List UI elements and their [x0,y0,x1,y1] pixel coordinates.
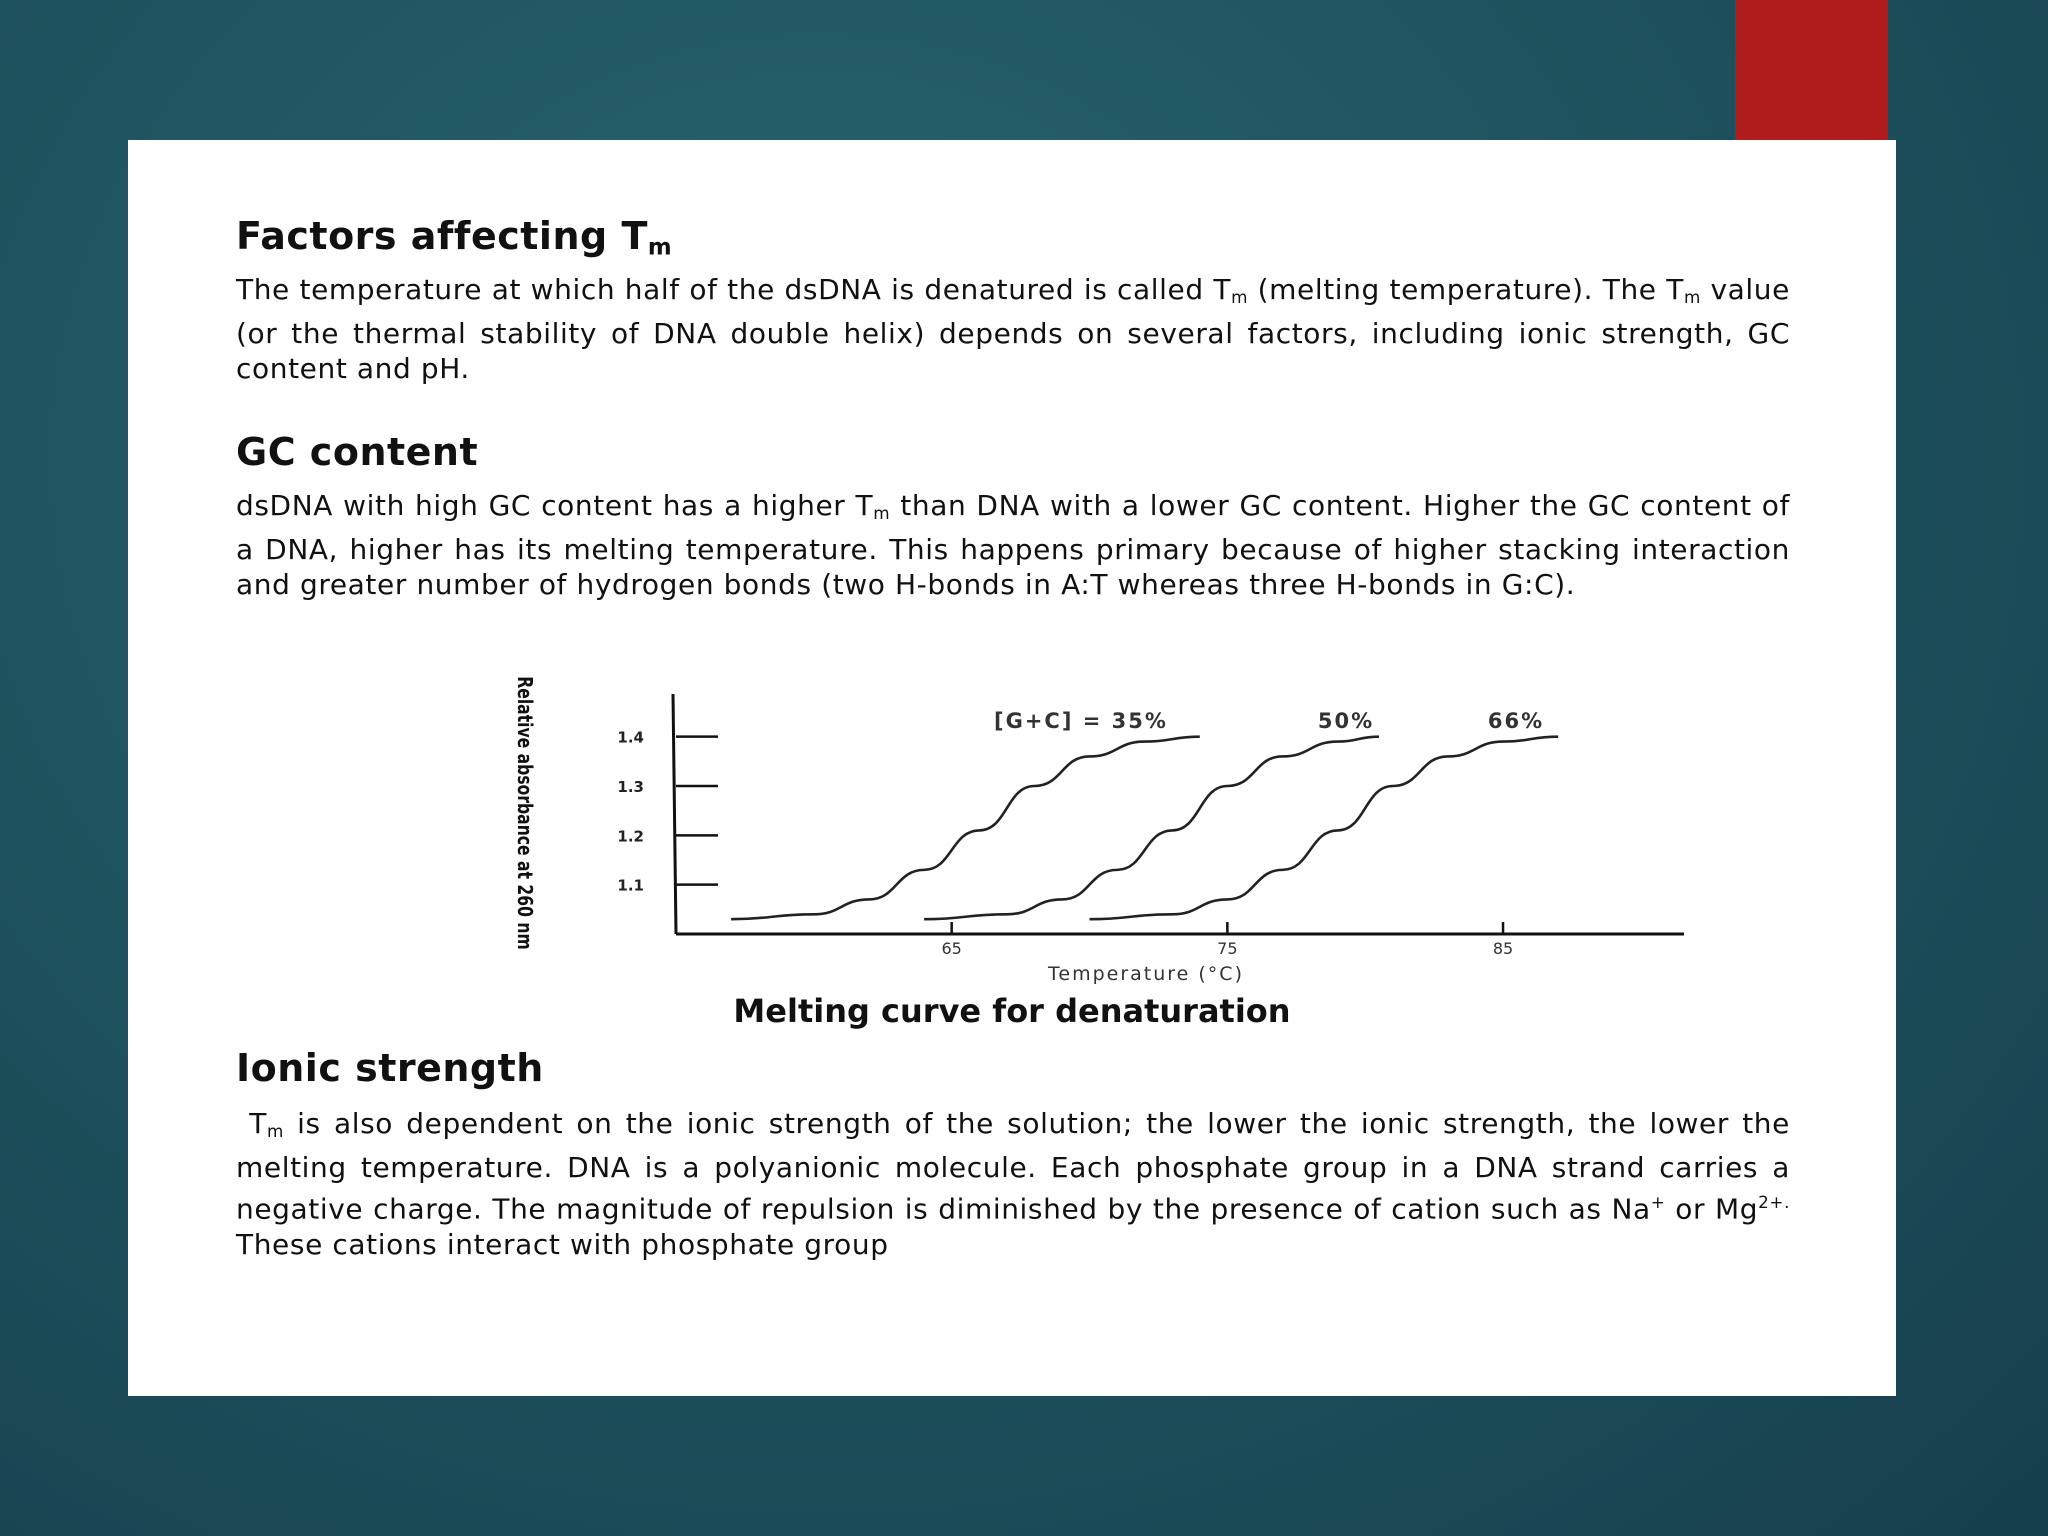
y-axis-line [673,694,676,934]
series-curve-0 [731,737,1200,920]
y-axis-label: Relative absorbance at 260 nm [512,676,536,950]
accent-tab [1735,0,1888,140]
heading-ionic-strength: Ionic strength [236,1046,544,1090]
figure-caption: Melting curve for denaturation [733,992,1291,1030]
x-tick-label: 75 [1217,939,1238,958]
x-tick-label: 85 [1492,939,1514,958]
x-axis-label: Temperature (°C) [1048,963,1244,985]
y-tick-label: 1.1 [617,876,644,895]
melting-curve-chart [346,676,1696,985]
series-curve-2 [1090,737,1559,920]
heading-gc-content: GC content [236,430,479,474]
x-tick-label: 65 [941,939,962,958]
series-label: 66% [1487,709,1545,733]
y-tick-label: 1.4 [617,728,644,747]
paragraph-gc-content: dsDNA with high GC content has a higher $T_m$ than DNA with a lower GC content. Higher the GC content of a DNA, higher has its melting temperature. This happens primary because of higher stacking interaction and greater number of hydrogen bonds (two H-bonds in A:T whereas three H-bonds in G:C). [236,489,1790,602]
paragraph-ionic-strength: $T_m$ is also dependent on the ionic strength of the solution; the lower the ionic strength, the lower the melting temperature. DNA is a polyanionic molecule. Each phosphate group in a DNA strand carries a negative charge. The magnitude of repulsion is diminished by the presence of cation such as Na+ or $Mg^{2+.}$ These cations interact with phosphate group [236,1107,1790,1262]
slide-card [128,140,1896,1396]
paragraph-factors: The temperature at which half of the dsDNA is denatured is called $T_m$ (melting temperature). The $T_m$ value (or the thermal stability of DNA double helix) depends on several factors, including ionic strength, GC content and pH. [236,273,1790,386]
series-label: [G+C] = 35% [994,709,1168,733]
series-curve-1 [924,737,1379,920]
y-tick-label: 1.3 [617,778,644,796]
series-label: 50% [1317,709,1375,733]
y-tick-label: 1.2 [617,827,644,846]
heading-factors: Factors affecting $T_m$ [236,214,673,261]
